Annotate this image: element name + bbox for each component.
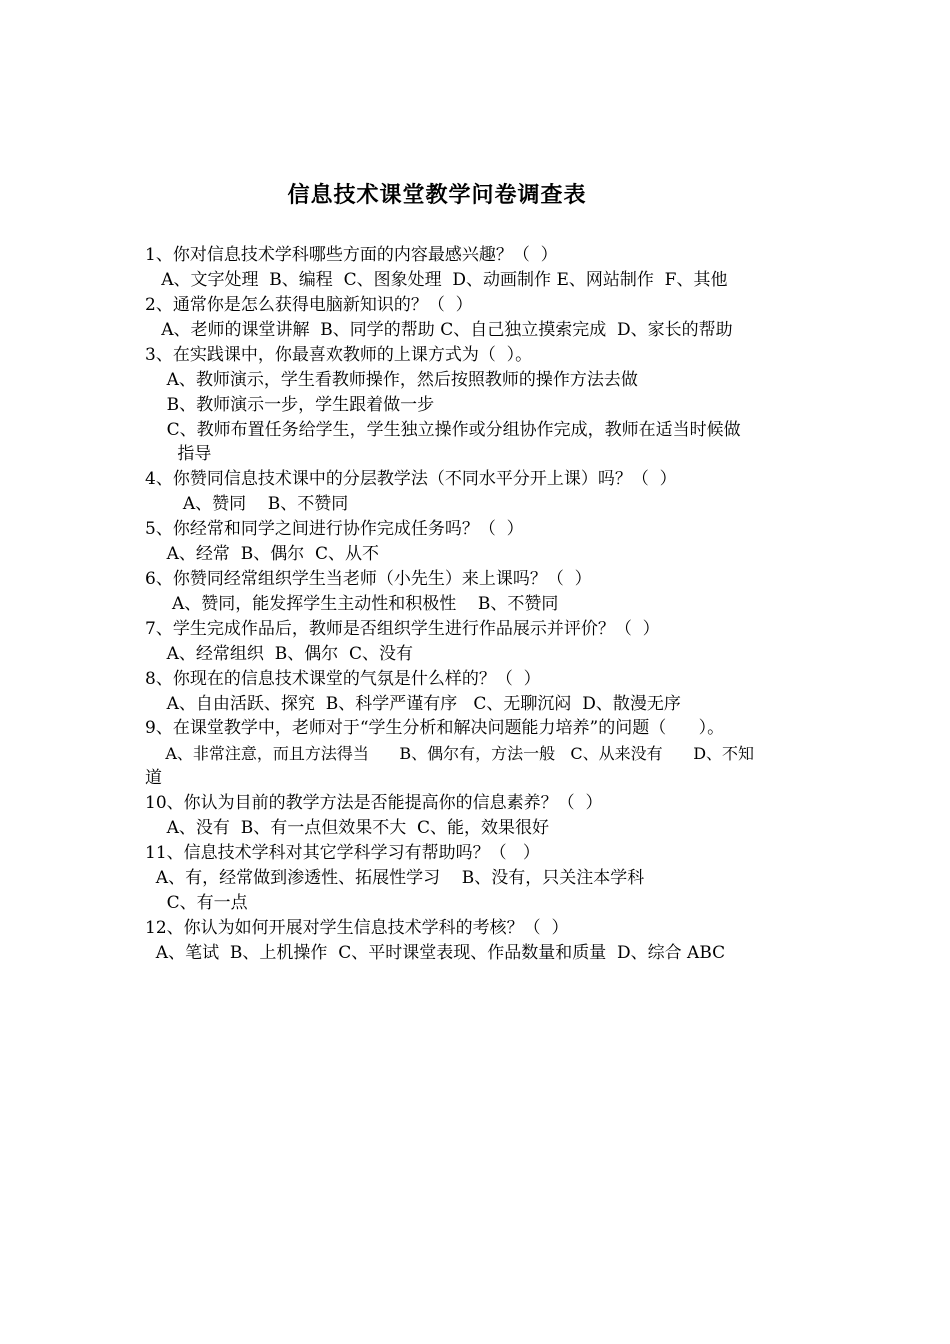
question-9: 9、在课堂教学中，老师对于“学生分析和解决问题能力培养”的问题（ ）。 <box>145 718 725 738</box>
question-3-option-b: B、教师演示一步，学生跟着做一步 <box>145 395 435 415</box>
question-4: 4、你赞同信息技术课中的分层教学法（不同水平分开上课）吗？（ ） <box>145 469 677 489</box>
question-4-options: A、赞同 B、不赞同 <box>145 494 349 514</box>
question-9-options: A、非常注意，而且方法得当 B、偶尔有，方法一般 C、从来没有 D、不知 <box>145 744 755 763</box>
question-6-options: A、赞同，能发挥学生主动性和积极性 B、不赞同 <box>145 594 559 614</box>
question-10-options: A、没有 B、有一点但效果不大 C、能，效果很好 <box>145 818 550 838</box>
question-11: 11、信息技术学科对其它学科学习有帮助吗？（ ） <box>145 843 540 863</box>
document-title: 信息技术课堂教学问卷调查表 <box>287 183 587 208</box>
question-5: 5、你经常和同学之间进行协作完成任务吗？（ ） <box>145 519 524 539</box>
question-11-options: A、有，经常做到渗透性、拓展性学习 B、没有，只关注本学科 <box>145 868 645 888</box>
question-1-options: A、文字处理 B、编程 C、图象处理 D、动画制作 E、网站制作 F、其他 <box>145 270 728 290</box>
question-5-options: A、经常 B、偶尔 C、从不 <box>145 544 380 564</box>
question-12: 12、你认为如何开展对学生信息技术学科的考核？（ ） <box>145 918 569 938</box>
question-7: 7、学生完成作品后，教师是否组织学生进行作品展示并评价？（ ） <box>145 619 660 639</box>
question-9-options-cont: 道 <box>145 768 162 788</box>
question-3-option-c-cont: 指导 <box>145 444 212 464</box>
question-3: 3、在实践课中，你最喜欢教师的上课方式为（ ）。 <box>145 345 533 365</box>
question-8: 8、你现在的信息技术课堂的气氛是什么样的？（ ） <box>145 669 541 689</box>
question-10: 10、你认为目前的教学方法是否能提高你的信息素养？（ ） <box>145 793 603 813</box>
question-1: 1、你对信息技术学科哪些方面的内容最感兴趣？（ ） <box>145 245 558 265</box>
question-7-options: A、经常组织 B、偶尔 C、没有 <box>145 644 414 664</box>
question-11-options-cont: C、有一点 <box>145 893 248 913</box>
question-3-option-a: A、教师演示，学生看教师操作，然后按照教师的操作方法去做 <box>145 370 638 390</box>
question-6: 6、你赞同经常组织学生当老师（小先生）来上课吗？（ ） <box>145 569 592 589</box>
question-12-options: A、笔试 B、上机操作 C、平时课堂表现、作品数量和质量 D、综合 ABC <box>145 943 726 963</box>
question-2: 2、通常你是怎么获得电脑新知识的？（ ） <box>145 295 473 315</box>
question-2-options: A、老师的课堂讲解 B、同学的帮助 C、自己独立摸索完成 D、家长的帮助 <box>145 320 733 340</box>
question-3-option-c: C、教师布置任务给学生，学生独立操作或分组协作完成，教师在适当时候做 <box>145 420 741 440</box>
question-8-options: A、自由活跃、探究 B、科学严谨有序 C、无聊沉闷 D、散漫无序 <box>145 694 681 714</box>
